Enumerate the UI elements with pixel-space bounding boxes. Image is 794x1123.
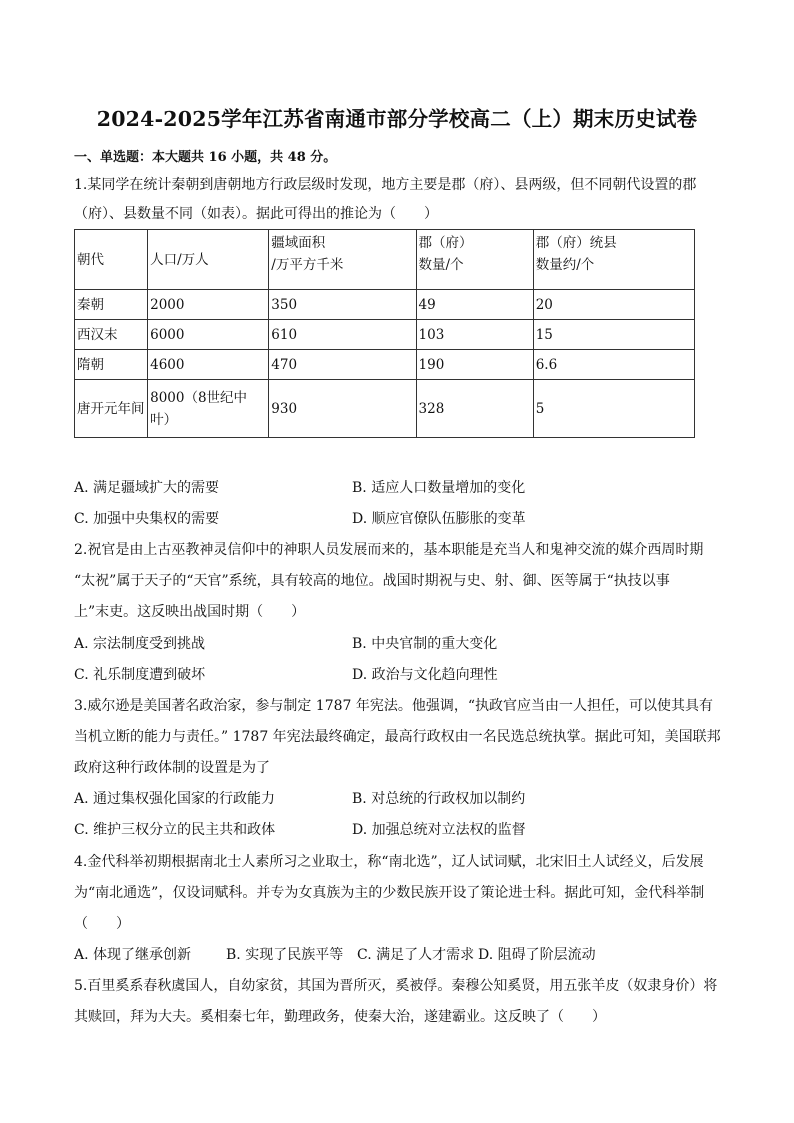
q2-stem-line: 2.祝官是由上古巫教神灵信仰中的神职人员发展而来的，基本职能是充当人和鬼神交流的媒介西周时期 (74, 542, 704, 558)
table-cell: 西汉末 (75, 320, 148, 350)
table-header-cell: 疆域面积 /万平方千米 (269, 230, 416, 290)
q4-option-b: B. 实现了民族平等 (226, 947, 344, 963)
table-cell: 6000 (148, 320, 269, 350)
q3-option-a: A. 通过集权强化国家的行政能力 (74, 791, 276, 807)
table-cell: 5 (533, 380, 694, 438)
table-cell: 20 (533, 290, 694, 320)
q2-option-b: B. 中央官制的重大变化 (352, 636, 498, 652)
q1-option-b: B. 适应人口数量增加的变化 (352, 480, 526, 496)
q2-stem-line: 上”末吏。这反映出战国时期（ ） (74, 604, 306, 620)
table-cell: 103 (416, 320, 533, 350)
table-row (75, 320, 695, 350)
table-cell: 930 (269, 380, 416, 438)
q1-stem-line: （府）、县数量不同（如表）。据此可得出的推论为（ ） (74, 206, 438, 222)
table-cell: 610 (269, 320, 416, 350)
table-cell: 4600 (148, 350, 269, 380)
q3-option-d: D. 加强总统对立法权的监督 (352, 822, 526, 838)
table-cell: 6.6 (533, 350, 694, 380)
q2-stem-line: “太祝”属于天子的“天官”系统，具有较高的地位。战国时期祝与史、射、御、医等属于“执技以事 (74, 573, 670, 589)
q4-option-a: A. 体现了继承创新 (74, 947, 192, 963)
q3-stem-line: 政府这种行政体制的设置是为了 (74, 760, 270, 776)
q1-option-d: D. 顺应官僚队伍膨胀的变革 (352, 511, 526, 527)
table-row (75, 350, 695, 380)
q1-data-table (74, 229, 695, 438)
table-cell: 秦朝 (75, 290, 148, 320)
q5-stem-line: 5.百里奚系春秋虞国人，自幼家贫，其国为晋所灭，奚被俘。秦穆公知奚贤，用五张羊皮（奴隶身价）将 (74, 978, 718, 994)
q4-stem-line: 4.金代科举初期根据南北士人素所习之业取士，称“南北选”，辽人试词赋，北宋旧土人试经义，后发展 (74, 854, 704, 870)
table-cell: 唐开元年间 (75, 380, 148, 438)
table-header-cell: 郡（府） 数量/个 (416, 230, 533, 290)
table-row (75, 380, 695, 438)
q2-option-a: A. 宗法制度受到挑战 (74, 636, 206, 652)
q3-stem-line: 3.威尔逊是美国著名政治家，参与制定 1787 年宪法。他强调，“执政官应当由一人担任，可以使其具有 (74, 698, 714, 714)
q3-option-b: B. 对总统的行政权加以制约 (352, 791, 526, 807)
q2-option-d: D. 政治与文化趋向理性 (352, 667, 498, 683)
q2-option-c: C. 礼乐制度遭到破坏 (74, 667, 206, 683)
table-cell: 350 (269, 290, 416, 320)
table-header-row (75, 230, 695, 290)
table-cell: 15 (533, 320, 694, 350)
table-header-cell: 朝代 (75, 230, 148, 290)
section-heading: 一、单选题：本大题共 16 小题，共 48 分。 (74, 150, 337, 165)
table-cell: 190 (416, 350, 533, 380)
q1-option-c: C. 加强中央集权的需要 (74, 511, 220, 527)
q5-stem-line: 其赎回，拜为大夫。奚相秦七年，勤理政务，使秦大治，遂建霸业。这反映了（ ） (74, 1009, 606, 1025)
table-cell: 2000 (148, 290, 269, 320)
table-cell: 328 (416, 380, 533, 438)
q4-stem-line: 为“南北通选”，仅设词赋科。并专为女真族为主的少数民族开设了策论进士科。据此可知，金代科举制 (74, 885, 705, 901)
page-title: 2024-2025学年江苏省南通市部分学校高二（上）期末历史试卷 (96, 107, 698, 131)
table-cell: 470 (269, 350, 416, 380)
table-cell: 8000（8世纪中 叶） (148, 380, 269, 438)
table-cell: 隋朝 (75, 350, 148, 380)
q4-stem-line: （ ） (74, 916, 130, 932)
table-cell: 49 (416, 290, 533, 320)
q1-option-a: A. 满足疆域扩大的需要 (74, 480, 220, 496)
q4-option-d: D. 阻碍了阶层流动 (478, 947, 596, 963)
table-header-cell: 郡（府）统县 数量约/个 (533, 230, 694, 290)
q1-stem-line: 1.某同学在统计秦朝到唐朝地方行政层级时发现，地方主要是郡（府）、县两级，但不同朝代设置的郡 (74, 177, 697, 193)
q3-option-c: C. 维护三权分立的民主共和政体 (74, 822, 276, 838)
q4-option-c: C. 满足了人才需求 (357, 947, 475, 963)
q3-stem-line: 当机立断的能力与责任。” 1787 年宪法最终确定，最高行政权由一名民选总统执掌。据此可知，美国联邦 (74, 729, 721, 745)
table-header-cell: 人口/万人 (148, 230, 269, 290)
table-row (75, 290, 695, 320)
